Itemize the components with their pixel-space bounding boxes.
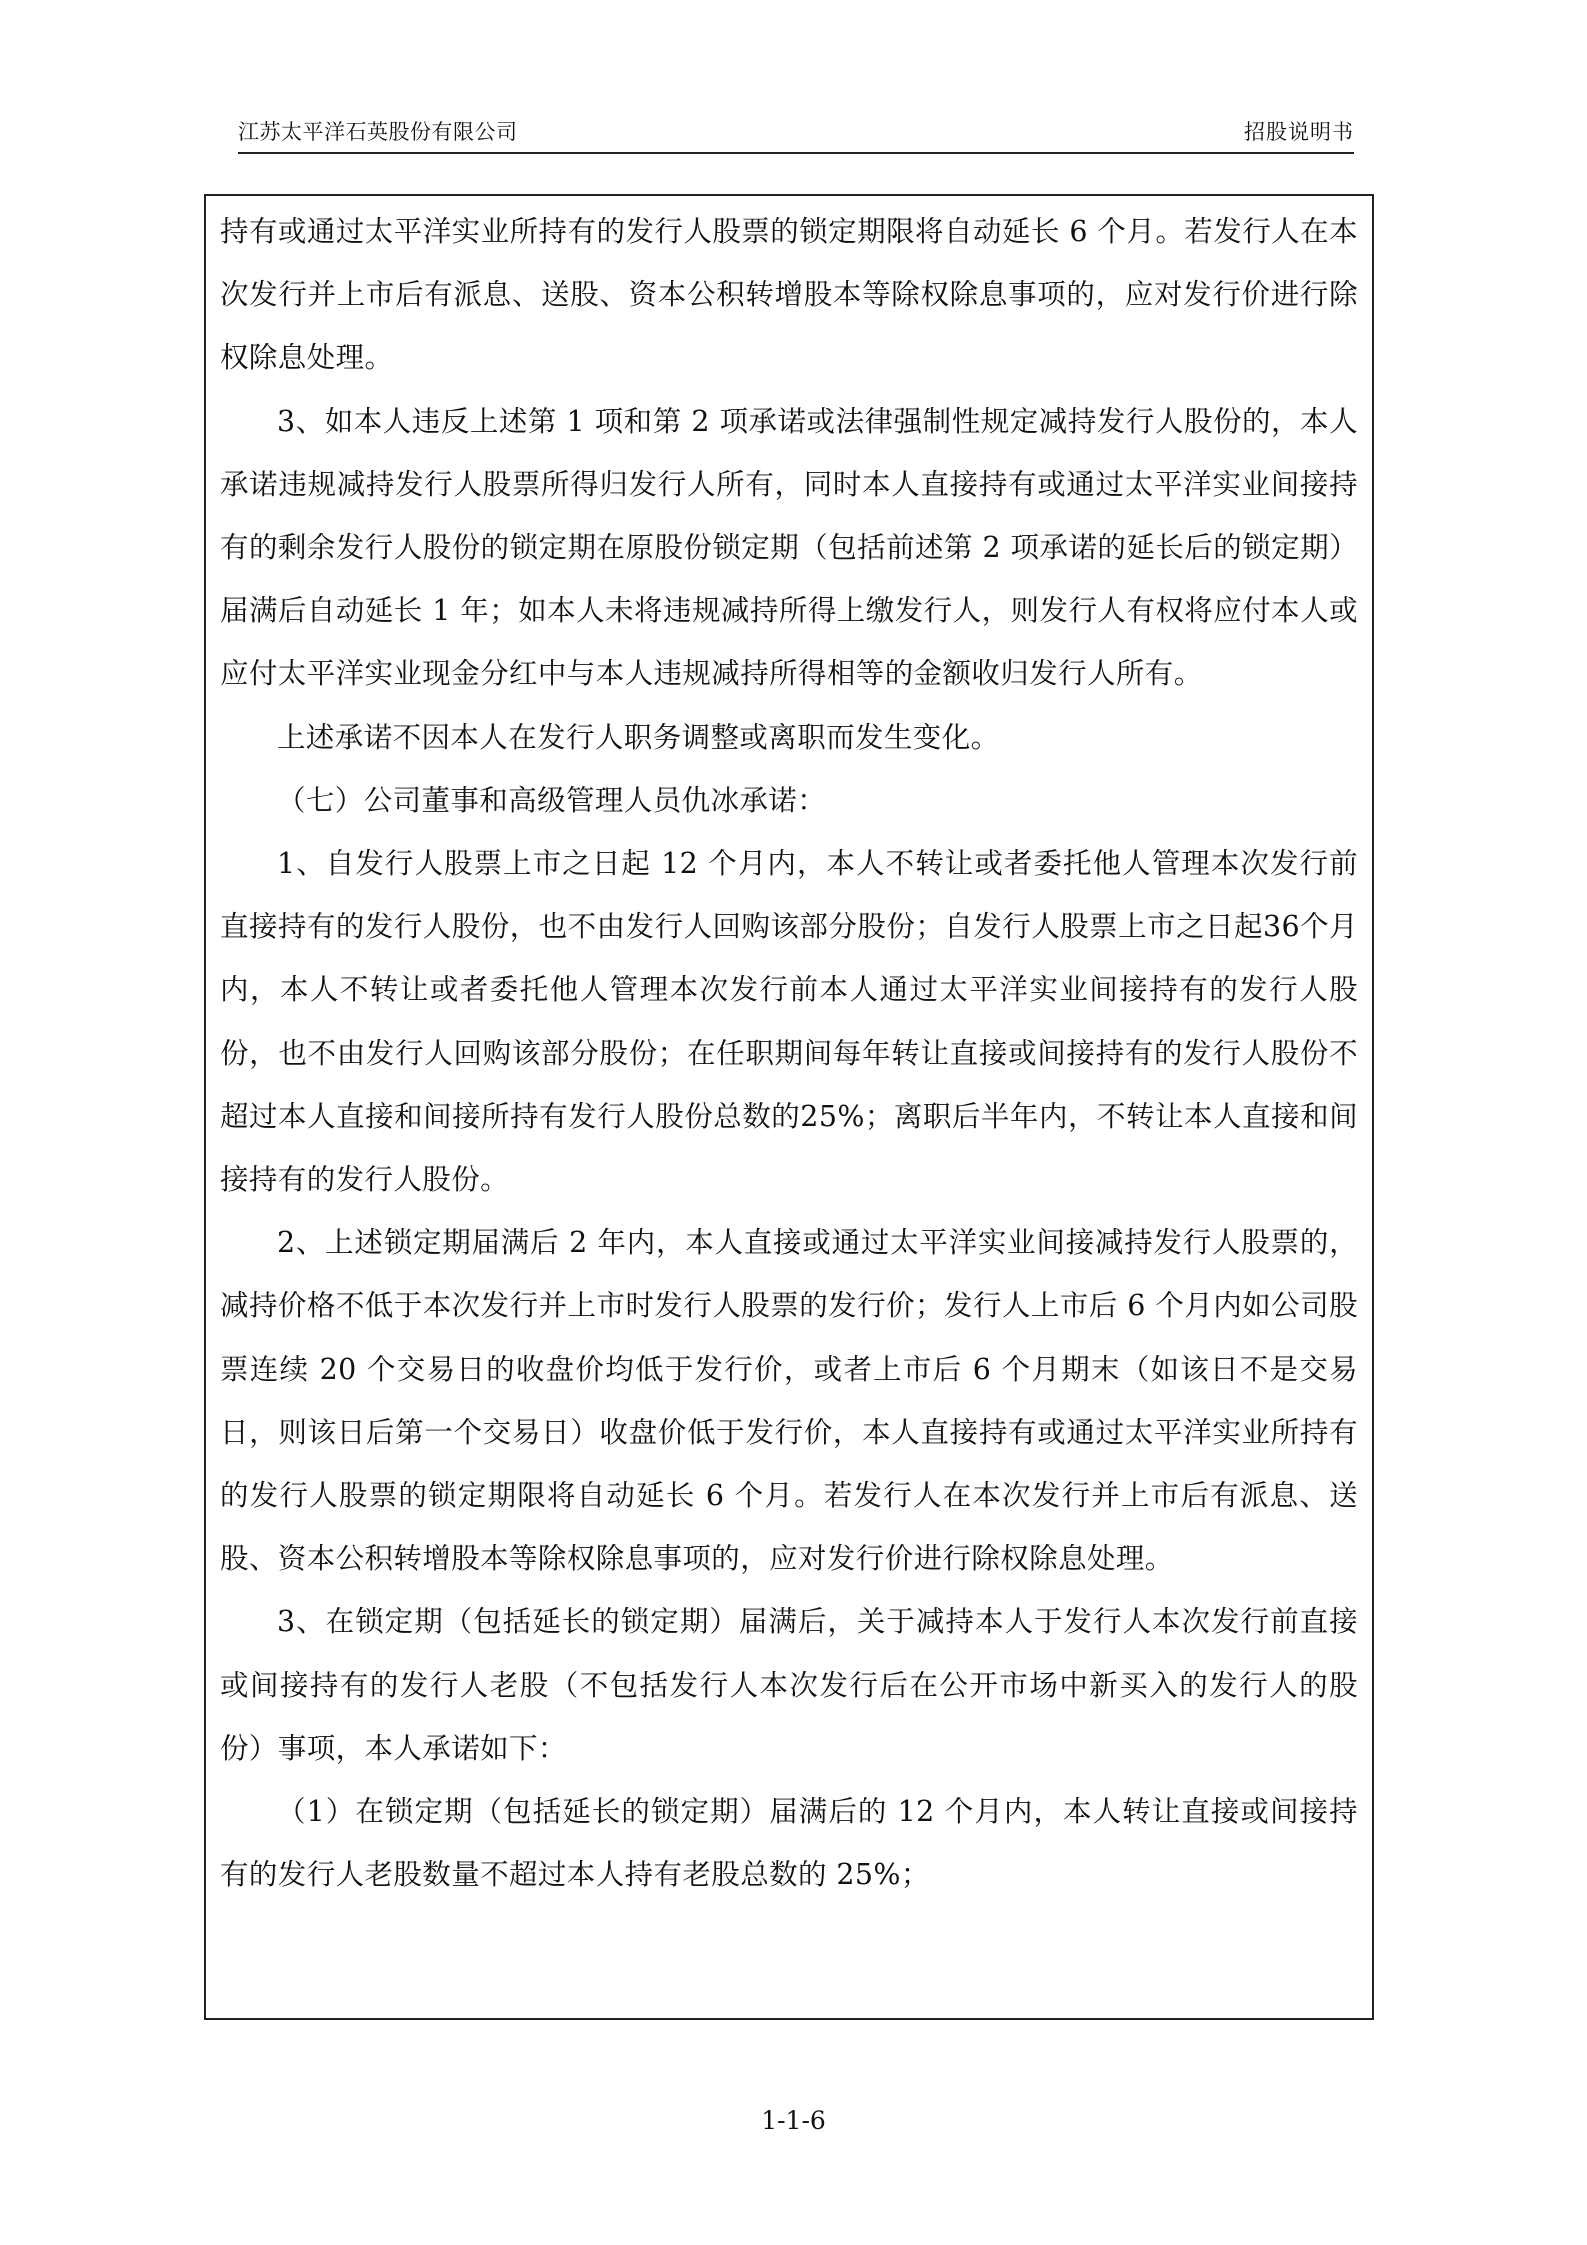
page-number: 1-1-6 — [761, 2106, 826, 2135]
paragraph: 1、自发行人股票上市之日起 12 个月内，本人不转让或者委托他人管理本次发行前直接持有的发行人股份，也不由发行人回购该部分股份；自发行人股票上市之日起36个月内，本人不转让或者委托他人管理本次发行前本人通过太平洋实业间接持有的发行人股份，也不由发行人回购该部分股份；在任职期间每年转让直接或间接持有的发行人股份不超过本人直接和间接所持有发行人股份总数的25%；离职后半年内，不转让本人直接和间接持有的发行人股份。 — [220, 847, 1358, 1197]
header-company-name: 江苏太平洋石英股份有限公司 — [238, 120, 518, 144]
paragraph: 持有或通过太平洋实业所持有的发行人股票的锁定期限将自动延长 6 个月。若发行人在本次发行并上市后有派息、送股、资本公积转增股本等除权除息事项的，应对发行价进行除权除息处理。 — [220, 215, 1358, 375]
content-frame — [204, 194, 1374, 2020]
paragraph: 2、上述锁定期届满后 2 年内，本人直接或通过太平洋实业间接减持发行人股票的，减持价格不低于本次发行并上市时发行人股票的发行价；发行人上市后 6 个月内如公司股票连续 20 个交易日的收盘价均低于发行价，或者上市后 6 个月期末（如该日不是交易日，则该日后第一个交易日）收盘价低于发行价，本人直接持有或通过太平洋实业所持有的发行人股票的锁定期限将自动延长 6 个月。若发行人在本次发行并上市后有派息、送股、资本公积转增股本等除权除息事项的，应对发行价进行除权除息处理。 — [220, 1226, 1358, 1576]
header-document-type: 招股说明书 — [1244, 120, 1354, 144]
paragraph: （1）在锁定期（包括延长的锁定期）届满后的 12 个月内，本人转让直接或间接持有的发行人老股数量不超过本人持有老股总数的 25%； — [220, 1795, 1358, 1892]
paragraph: 3、在锁定期（包括延长的锁定期）届满后，关于减持本人于发行人本次发行前直接或间接持有的发行人老股（不包括发行人本次发行后在公开市场中新买入的发行人的股份）事项，本人承诺如下： — [220, 1605, 1358, 1765]
paragraph: 3、如本人违反上述第 1 项和第 2 项承诺或法律强制性规定减持发行人股份的，本人承诺违规减持发行人股票所得归发行人所有，同时本人直接持有或通过太平洋实业间接持有的剩余发行人股份的锁定期在原股份锁定期（包括前述第 2 项承诺的延长后的锁定期）届满后自动延长 1 年；如本人未将违规减持所得上缴发行人，则发行人有权将应付本人或应付太平洋实业现金分红中与本人违规减持所得相等的金额收归发行人所有。 — [220, 404, 1358, 691]
section-heading: （七）公司董事和高级管理人员仇冰承诺： — [277, 783, 827, 817]
paragraph: 上述承诺不因本人在发行人职务调整或离职而发生变化。 — [277, 720, 1000, 754]
page-header — [238, 110, 1354, 154]
